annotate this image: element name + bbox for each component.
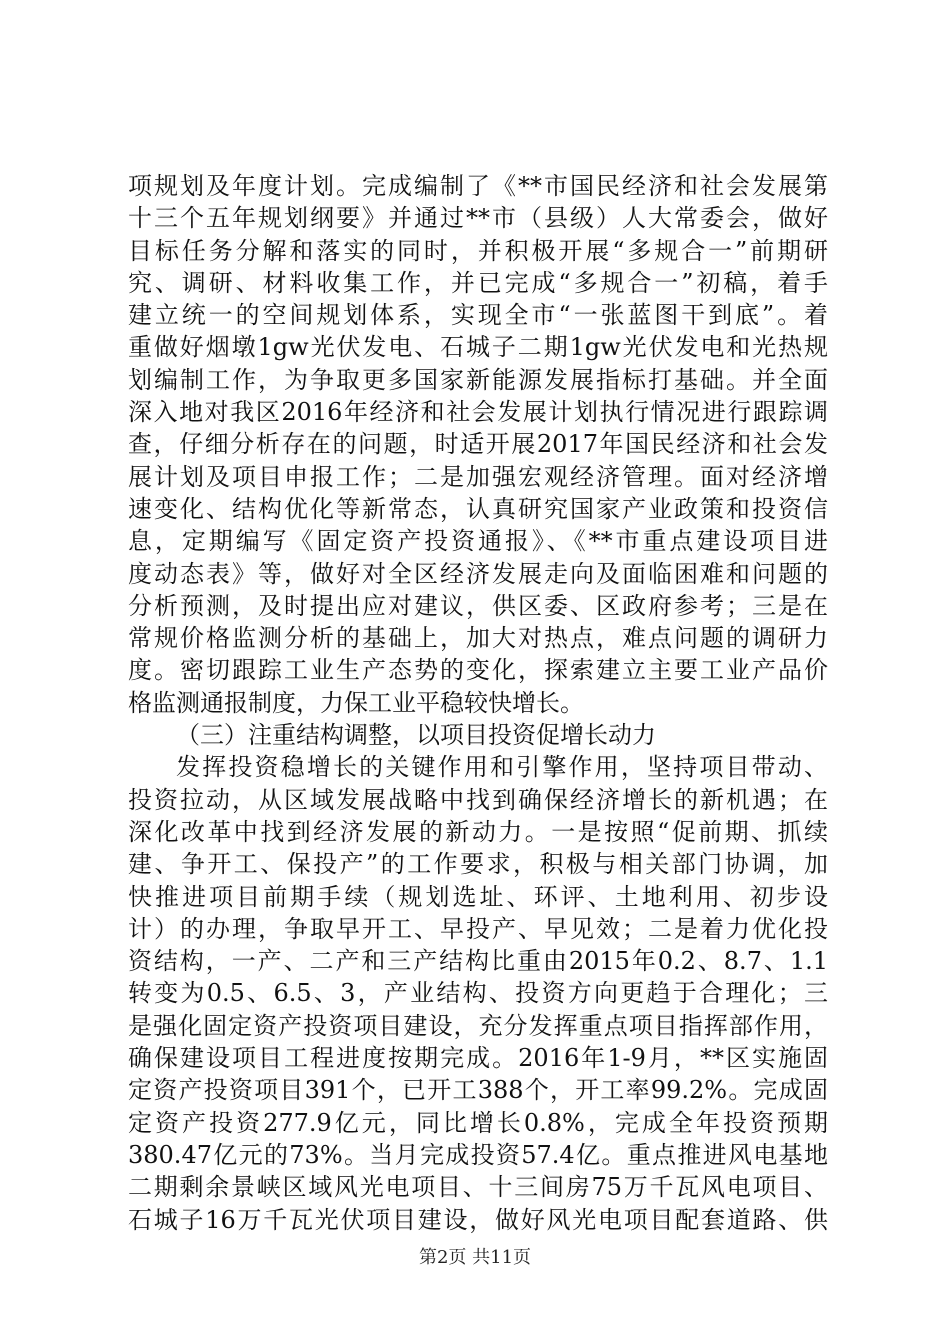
paragraph-line: 资结构，一产、二产和三产结构比重由2015年0.2、8.7、1.1 xyxy=(128,947,828,976)
paragraph-line: 快推进项目前期手续（规划选址、环评、土地利用、初步设 xyxy=(128,882,828,911)
paragraph-line: 速变化、结构优化等新常态，认真研究国家产业政策和投资信 xyxy=(128,494,828,523)
paragraph-line: 二期剩余景峡区域风光电项目、十三间房75万千瓦风电项目、 xyxy=(128,1173,828,1202)
paragraph-line: 深化改革中找到经济发展的新动力。一是按照“促前期、抓续 xyxy=(128,817,828,846)
paragraph-line: 究、调研、材料收集工作，并已完成“多规合一”初稿，着手 xyxy=(128,268,828,297)
paragraph-line: 380.47亿元的73%。当月完成投资57.4亿。重点推进风电基地 xyxy=(128,1140,828,1169)
paragraph-line: 格监测通报制度，力保工业平稳较快增长。 xyxy=(128,688,584,717)
page-number-footer: 第2页 共11页 xyxy=(418,1247,532,1268)
paragraph-line: 展计划及项目申报工作；二是加强宏观经济管理。面对经济增 xyxy=(128,462,828,491)
paragraph-line: 投资拉动，从区域发展战略中找到确保经济增长的新机遇；在 xyxy=(128,785,828,814)
paragraph-line: 查，仔细分析存在的问题，时适开展2017年国民经济和社会发 xyxy=(128,430,828,459)
paragraph-line: 目标任务分解和落实的同时，并积极开展“多规合一”前期研 xyxy=(128,236,828,265)
paragraph-line: 常规价格监测分析的基础上，加大对热点，难点问题的调研力 xyxy=(128,624,828,653)
paragraph-line: 十三个五年规划纲要》并通过**市（县级）人大常委会，做好 xyxy=(128,204,828,233)
paragraph-line: 石城子16万千瓦光伏项目建设，做好风光电项目配套道路、供 xyxy=(128,1205,828,1234)
paragraph-line: 确保建设项目工程进度按期完成。2016年1-9月，**区实施固 xyxy=(128,1044,828,1073)
section-heading: （三）注重结构调整，以项目投资促增长动力 xyxy=(176,721,656,750)
document-body xyxy=(128,170,828,1236)
paragraph-line: 度。密切跟踪工业生产态势的变化，探索建立主要工业产品价 xyxy=(128,656,828,685)
paragraph-line: 分析预测，及时提出应对建议，供区委、区政府参考；三是在 xyxy=(128,591,828,620)
paragraph-line: 计）的办理，争取早开工、早投产、早见效；二是着力优化投 xyxy=(128,914,828,943)
paragraph-line: 息，定期编写《固定资产投资通报》、《**市重点建设项目进 xyxy=(128,527,828,556)
paragraph-line: 定资产投资项目391个，已开工388个，开工率99.2%。完成固 xyxy=(128,1076,828,1105)
paragraph-line: 重做好烟墩1gw光伏发电、石城子二期1gw光伏发电和光热规 xyxy=(128,333,828,362)
paragraph-line: 深入地对我区2016年经济和社会发展计划执行情况进行跟踪调 xyxy=(128,398,828,427)
paragraph-line: 划编制工作，为争取更多国家新能源发展指标打基础。并全面 xyxy=(128,365,828,394)
paragraph-line: 是强化固定资产投资项目建设，充分发挥重点项目指挥部作用， xyxy=(128,1011,828,1040)
paragraph-line: 发挥投资稳增长的关键作用和引擎作用，坚持项目带动、 xyxy=(176,753,828,782)
paragraph-line: 度动态表》等，做好对全区经济发展走向及面临困难和问题的 xyxy=(128,559,828,588)
paragraph-line: 转变为0.5、6.5、3，产业结构、投资方向更趋于合理化；三 xyxy=(128,979,828,1008)
paragraph-line: 建立统一的空间规划体系，实现全市“一张蓝图干到底”。着 xyxy=(128,301,828,330)
paragraph-line: 建、争开工、保投产”的工作要求，积极与相关部门协调，加 xyxy=(128,850,828,879)
paragraph-line: 定资产投资277.9亿元，同比增长0.8%，完成全年投资预期 xyxy=(128,1108,828,1137)
paragraph-line: 项规划及年度计划。完成编制了《**市国民经济和社会发展第 xyxy=(128,172,828,200)
